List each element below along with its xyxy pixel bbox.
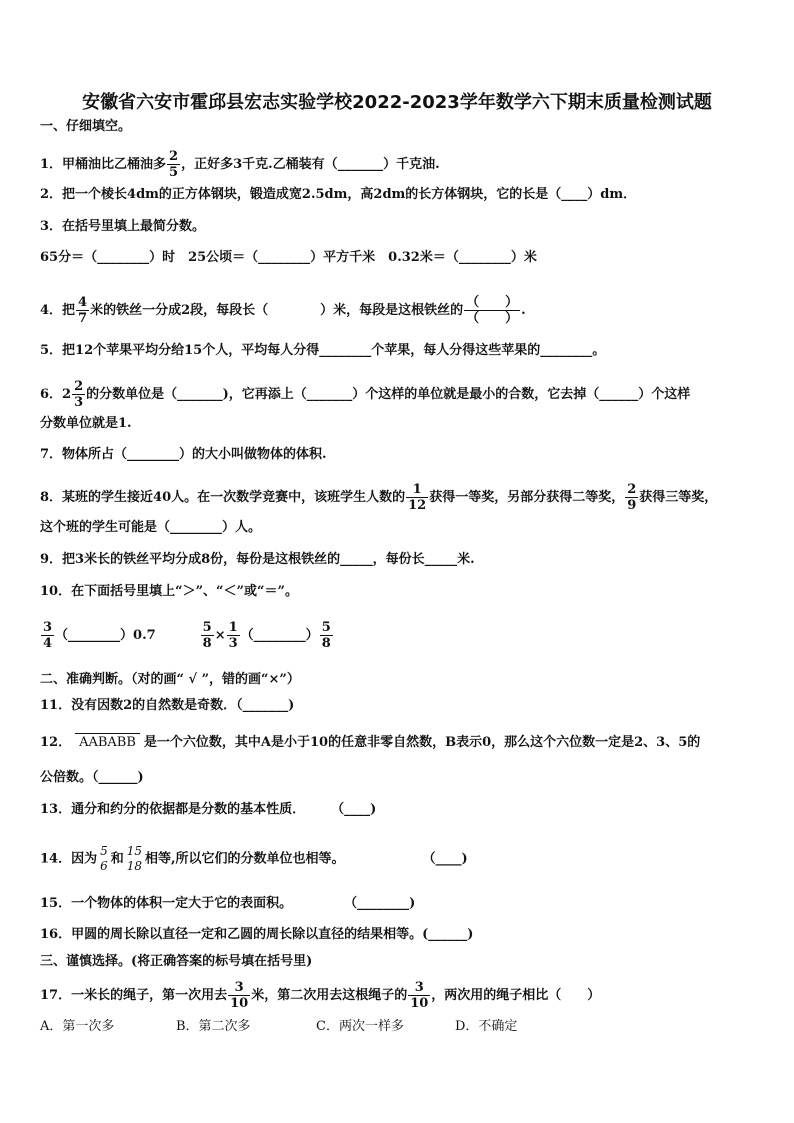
fraction: $\frac{2}{3}$: [74, 379, 84, 410]
page-title: 安徽省六安市霍邱县宏志实验学校2022-2023学年数学六下期末质量检测试题: [82, 92, 712, 113]
question-6-cont: 分数单位就是1.: [40, 416, 132, 431]
fraction: $\frac{2}{5}$: [169, 149, 179, 180]
section-heading-3: 三、谨慎选择。(将正确答案的标号填在括号里): [40, 954, 313, 969]
fraction: $\frac{4}{7}$: [78, 295, 88, 326]
fraction: $\frac{3}{4}$: [43, 620, 53, 651]
question-13: 13．通分和约分的依据都是分数的基本性质． （____): [40, 802, 377, 817]
option-b: B．第二次多: [176, 1019, 251, 1034]
overlined-number: AABABB: [75, 733, 140, 752]
option-a: A．第一次多: [40, 1019, 115, 1034]
section-heading-1: 一、仔细填空。: [40, 119, 132, 134]
question-17-options: [40, 1018, 517, 1036]
option-c: C．两次一样多: [316, 1019, 404, 1034]
question-8-cont: 这个班的学生可能是（________）人。: [40, 520, 262, 535]
question-6: 6．2 $\frac{2}{3}$ 的分数单位是（_______)，它再添上（_______）个这样的单位就是最小的合数，它去掉（______）个这样: [40, 379, 691, 410]
fraction: $\frac{2}{9}$: [627, 482, 637, 513]
question-14: 14．因为 5 6 和 15 18 相等,所以它们的分数单位也相等。 （____): [40, 844, 468, 873]
question-12-cont: 公倍数。（______): [40, 770, 144, 785]
fraction: 5 6: [100, 844, 108, 873]
fraction: $\frac{5}{8}$: [202, 620, 212, 651]
question-8: 8．某班的学生接近40人。在一次数学竞赛中，该班学生人数的 $\frac{1}{12}$ 获得一等奖，另部分获得二等奖， $\frac{2}{9}$ 获得三等奖，: [40, 482, 718, 513]
question-17: 17．一米长的绳子，第一次用去 $\frac{3}{10}$ 米，第二次用去这根绳子的 $\frac{3}{10}$ ，两次用的绳子相比（ ）: [40, 980, 601, 1011]
fraction: 15 18: [126, 844, 143, 873]
fraction: $\frac{3}{10}$: [230, 980, 249, 1011]
question-1: 1．甲桶油比乙桶油多 $\frac{2}{5}$ ，正好多3千克.乙桶装有（_______）千克油.: [40, 149, 440, 180]
question-12: 12． AABABB 是一个六位数，其中A是小于10的任意非零自然数，B表示0，那么这个六位数一定是2、3、5的: [40, 735, 701, 750]
question-11: 11．没有因数2的自然数是奇数．（_______): [40, 698, 295, 713]
question-4: 4．把 $\frac{4}{7}$ 米的铁丝一分成2段，每段长（ ）米，每段是这根铁丝的 $\frac{( )}{( )}$ .: [40, 295, 526, 326]
fraction: $\frac{1}{3}$: [228, 620, 238, 651]
blank-fraction: $\frac{( )}{( )}$: [466, 295, 519, 326]
fraction: $\frac{3}{10}$: [410, 980, 429, 1011]
question-5: 5．把12个苹果平均分给15个人，平均每人分得________个苹果，每人分得这些苹果的________。: [40, 343, 606, 358]
question-9: 9．把3米长的铁丝平均分成8份，每份是这根铁丝的_____，每份长_____米.: [40, 552, 475, 567]
fraction: $\frac{1}{12}$: [408, 482, 427, 513]
question-10: 10．在下面括号里填上“＞”、“＜”或“＝”。: [40, 584, 298, 599]
question-3: 3．在括号里填上最简分数。: [40, 219, 206, 234]
section-heading-2: 二、准确判断。（对的画“ √ ”，错的画“×”）: [40, 672, 300, 687]
question-3-blanks: 65分＝（________）时 25公顷＝（________）平方千米 0.32米＝（________）米: [40, 250, 537, 265]
question-15: 15．一个物体的体积一定大于它的表面积。 （________): [40, 896, 416, 911]
option-d: D．不确定: [455, 1019, 518, 1034]
question-2: 2．把一个棱长4dm的正方体钢块，锻造成宽2.5dm，高2dm的长方体钢块，它的长是（____）dm．: [40, 187, 637, 202]
question-16: 16．甲圆的周长除以直径一定和乙圆的周长除以直径的结果相等。(______): [40, 927, 474, 942]
fraction: $\frac{5}{8}$: [321, 620, 331, 651]
question-10-items: $\frac{3}{4}$ （________）0.7 $\frac{5}{8}$ × $\frac{1}{3}$ （________） $\frac{5}{8}$: [43, 620, 331, 651]
question-7: 7．物体所占（________）的大小叫做物体的体积.: [40, 447, 327, 462]
